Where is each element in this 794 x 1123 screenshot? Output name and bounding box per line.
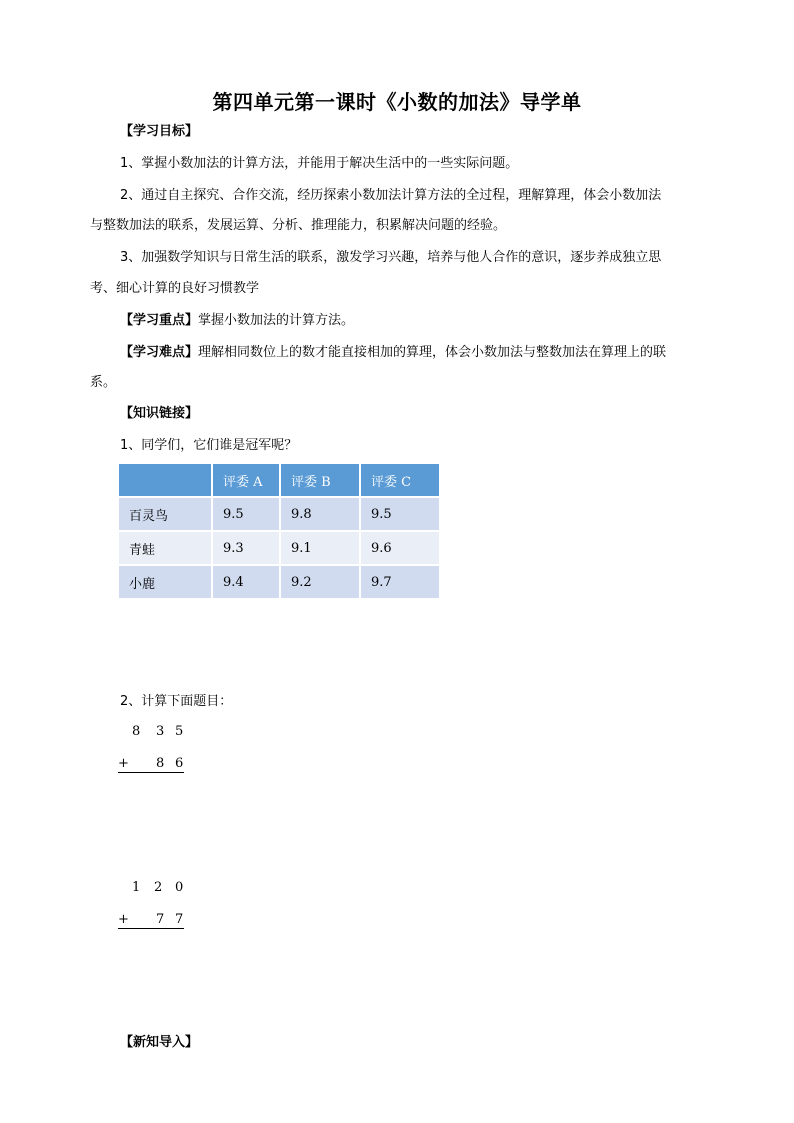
- table-cell: 9.5: [212, 497, 280, 531]
- question-2: 2、计算下面题目：: [120, 694, 233, 709]
- calc-operator: +: [118, 912, 129, 927]
- key-point-text: 掌握小数加法的计算方法。: [198, 313, 355, 328]
- objective-item-3-line1: 3、加强数学知识与日常生活的联系，激发学习兴趣，培养与他人合作的意识，逐步养成独立思: [120, 250, 662, 265]
- page-title: 第四单元第一课时《小数的加法》导学单: [212, 90, 582, 114]
- objective-item-1: 1、掌握小数加法的计算方法，并能用于解决生活中的一些实际问题。: [120, 156, 519, 171]
- table-row: [118, 531, 440, 565]
- vertical-calc-1: [118, 724, 198, 774]
- knowledge-link-heading: 【知识链接】: [120, 406, 199, 421]
- calc-digit: 6: [175, 756, 184, 771]
- new-intro-heading: 【新知导入】: [120, 1035, 199, 1050]
- table-header-cell: 评委 A: [212, 463, 280, 497]
- calc-digit: 1: [132, 880, 141, 895]
- calc-operator: +: [118, 756, 129, 771]
- calc-digit: 5: [175, 724, 184, 739]
- table-header-row: [118, 463, 440, 497]
- table-row: [118, 565, 440, 599]
- question-1: 1、同学们，它们谁是冠军呢？: [120, 438, 298, 453]
- vertical-calc-2: [118, 880, 198, 930]
- table-cell: 百灵鸟: [118, 497, 212, 531]
- table-header-cell: 评委 C: [360, 463, 440, 497]
- table-cell: 青蛙: [118, 531, 212, 565]
- table-header-cell: 评委 B: [280, 463, 360, 497]
- table-header-cell: [118, 463, 212, 497]
- objective-item-3-line2: 考、细心计算的良好习惯教学: [90, 281, 260, 296]
- table-cell: 9.8: [280, 497, 360, 531]
- table-cell: 9.1: [280, 531, 360, 565]
- table-cell: 小鹿: [118, 565, 212, 599]
- calc-digit: 8: [132, 724, 141, 739]
- calc-digit: 0: [175, 880, 184, 895]
- table-cell: 9.2: [280, 565, 360, 599]
- calc-digit: 7: [156, 912, 165, 927]
- table-cell: 9.4: [212, 565, 280, 599]
- table-cell: 9.5: [360, 497, 440, 531]
- difficulty-label: 【学习难点】: [120, 345, 199, 360]
- objectives-heading: 【学习目标】: [120, 124, 199, 139]
- table-cell: 9.3: [212, 531, 280, 565]
- calc-digit: 8: [156, 756, 165, 771]
- table-cell: 9.7: [360, 565, 440, 599]
- key-point-label: 【学习重点】: [120, 313, 199, 328]
- calc-digit: 2: [154, 880, 163, 895]
- difficulty-text-line2: 系。: [90, 375, 117, 390]
- score-table: [117, 462, 441, 600]
- calc-digit: 3: [156, 724, 165, 739]
- difficulty-text-line1: 理解相同数位上的数才能直接相加的算理，体会小数加法与整数加法在算理上的联: [198, 345, 667, 360]
- objective-item-2-line2: 与整数加法的联系，发展运算、分析、推理能力，积累解决问题的经验。: [90, 218, 507, 233]
- difficulty: [120, 345, 666, 361]
- calc-digit: 7: [175, 912, 184, 927]
- key-point: [120, 313, 354, 329]
- table-row: [118, 497, 440, 531]
- objective-item-2-line1: 2、通过自主探究、合作交流，经历探索小数加法计算方法的全过程，理解算理，体会小数加法: [120, 188, 662, 203]
- table-cell: 9.6: [360, 531, 440, 565]
